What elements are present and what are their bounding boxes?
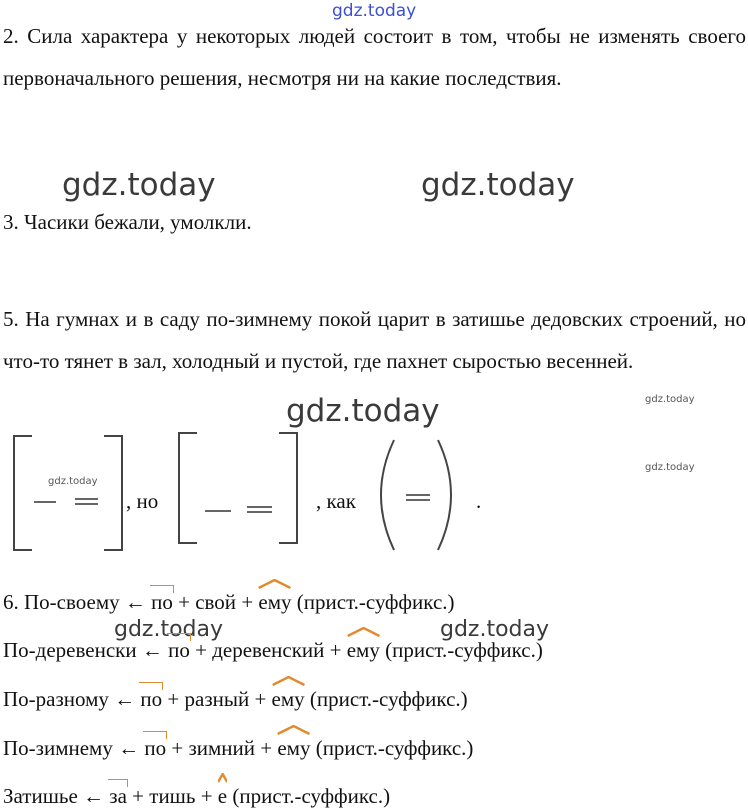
scheme-period: . [476, 489, 482, 513]
plus-sign: + [195, 638, 207, 662]
suffix-mark [272, 676, 305, 686]
root-word: зимний [188, 736, 255, 760]
prefix: по [168, 636, 190, 664]
root-word: разный [184, 687, 250, 711]
plus-sign: + [167, 687, 180, 711]
root-word: тишь [149, 784, 196, 808]
note: (прист.-суффикс.) [315, 736, 474, 760]
arrow: ← [118, 736, 140, 760]
clause-paren-3 [372, 437, 462, 553]
morpheme-row [3, 782, 390, 810]
note: (прист.-суффикс.) [296, 590, 455, 614]
prefix-mark [167, 633, 191, 641]
prefix-mark [150, 585, 174, 593]
sentence-5: 5. На гумнах и в саду по-зимнему покой царит в затишье дедовских строений, но что-то тянет в зал, холодный и пустой, где пахнет сыростью весенней. [3, 307, 746, 373]
suffix-mark [347, 627, 380, 637]
plus-sign: + [132, 784, 145, 808]
word: По-зимнему [3, 736, 113, 760]
plus-sign: + [178, 590, 190, 614]
item-number: 6. [3, 590, 19, 614]
arrow: ← [83, 784, 105, 808]
conjunction-no: , но [126, 489, 159, 513]
clause-bracket-1 [10, 433, 125, 553]
suffix: е [218, 782, 227, 810]
arrow: ← [124, 590, 146, 614]
sentence-2: 2. Сила характера у некоторых людей состоит в том, чтобы не изменять своего первоначального решения, несмотря ни на какие последствия. [3, 24, 746, 90]
prefix-mark [139, 682, 163, 690]
plus-sign: + [329, 638, 342, 662]
plus-sign: + [241, 590, 254, 614]
suffix: ему [272, 685, 305, 713]
watermark-top: gdz.today [332, 1, 417, 21]
suffix: ему [347, 636, 380, 664]
watermark-medium: gdz.today [440, 617, 550, 642]
plus-sign: + [200, 784, 213, 808]
clause-bracket-2 [175, 430, 301, 546]
watermark-large: gdz.today [421, 167, 575, 203]
watermark-large: gdz.today [62, 167, 216, 203]
note: (прист.-суффикс.) [232, 784, 391, 808]
sentence-3: 3. Часики бежали, умолкли. [3, 210, 252, 234]
suffix: ему [277, 734, 310, 762]
morpheme-row [3, 588, 455, 616]
word: Затишье [3, 784, 78, 808]
prefix-mark [143, 731, 167, 739]
watermark-medium: gdz.today [114, 617, 224, 642]
watermark-small: gdz.today [645, 462, 695, 473]
watermark-large: gdz.today [286, 393, 440, 429]
suffix-mark [258, 579, 291, 589]
root-word: деревенский [212, 638, 325, 662]
word: По-деревенски [3, 638, 137, 662]
watermark-small: gdz.today [645, 394, 695, 405]
plus-sign: + [254, 687, 267, 711]
suffix-mark [277, 725, 310, 735]
note: (прист.-суффикс.) [385, 638, 543, 662]
word: По-своему [24, 590, 120, 614]
morpheme-row [3, 734, 473, 762]
prefix: за [109, 782, 127, 810]
plus-sign: + [171, 736, 184, 760]
prefix-mark [108, 779, 128, 787]
conjunction-kak: , как [316, 489, 356, 513]
morpheme-row [3, 685, 468, 713]
suffix: ему [258, 588, 291, 616]
root-word: свой [195, 590, 237, 614]
arrow: ← [141, 638, 163, 662]
watermark-small: gdz.today [48, 476, 98, 487]
morpheme-row [3, 636, 543, 664]
suffix-mark [218, 773, 227, 783]
plus-sign: + [260, 736, 273, 760]
prefix: по [151, 588, 173, 616]
note: (прист.-суффикс.) [309, 687, 468, 711]
prefix: по [144, 734, 166, 762]
word: По-разному [3, 687, 109, 711]
arrow: ← [114, 687, 136, 711]
prefix: по [140, 685, 162, 713]
